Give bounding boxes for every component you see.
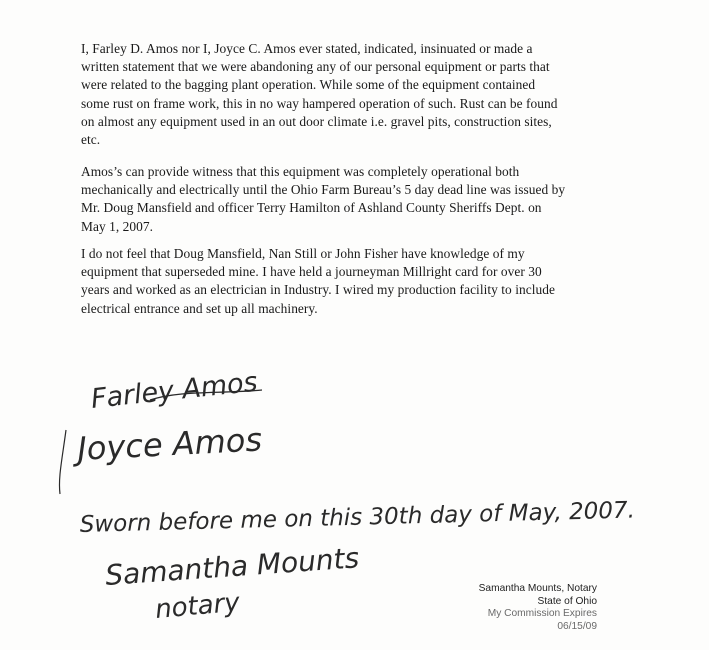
notary-word: notary [153,587,241,625]
notary-expiration: My Commission Expires 06/15/09 [487,608,597,632]
joyce-signature-text: Joyce Amos [76,420,263,468]
notary-signature: Samantha Mounts [104,541,361,592]
farley-signature [89,367,262,415]
notary-name: Samantha Mounts, Notary [478,583,597,594]
joyce-signature [59,420,262,494]
paragraph-2: Amos’s can provide witness that this equipment was completely operational both mechanically and electrically until the Ohio Farm Bureau’s 5 day dead line was issued by Mr. Doug Mansfield and officer Terry Hamilton of Ashland County Sheriffs Dept. on May 1, 2007. [81,164,566,234]
farley-signature-text: Farley Amos [89,366,260,415]
notary-state: State of Ohio [537,595,597,607]
sworn-statement: Sworn before me on this 30th day of May, 2007. [79,497,636,538]
paragraph-3: I do not feel that Doug Mansfield, Nan Still or John Fisher have knowledge of my equipment that superseded mine. I have held a journeyman Millright card for over 30 years and worked as an electrician in Industry. I wired my production facility to include electrical entrance and set up all machinery. [81,246,555,316]
handwritten-signatures [0,360,709,650]
paragraph-1: I, Farley D. Amos nor I, Joyce C. Amos ever stated, indicated, insinuated or made a written statement that we were abandoning any of our personal equipment or parts that were related to the bagging plant operation. While some of the equipment contained some rust on frame work, this in no way hampered operation of such. Rust can be found on almost any equipment used in an out door climate i.e. gravel pits, construction sites, etc. [81,41,558,148]
notary-stamp [457,583,597,633]
